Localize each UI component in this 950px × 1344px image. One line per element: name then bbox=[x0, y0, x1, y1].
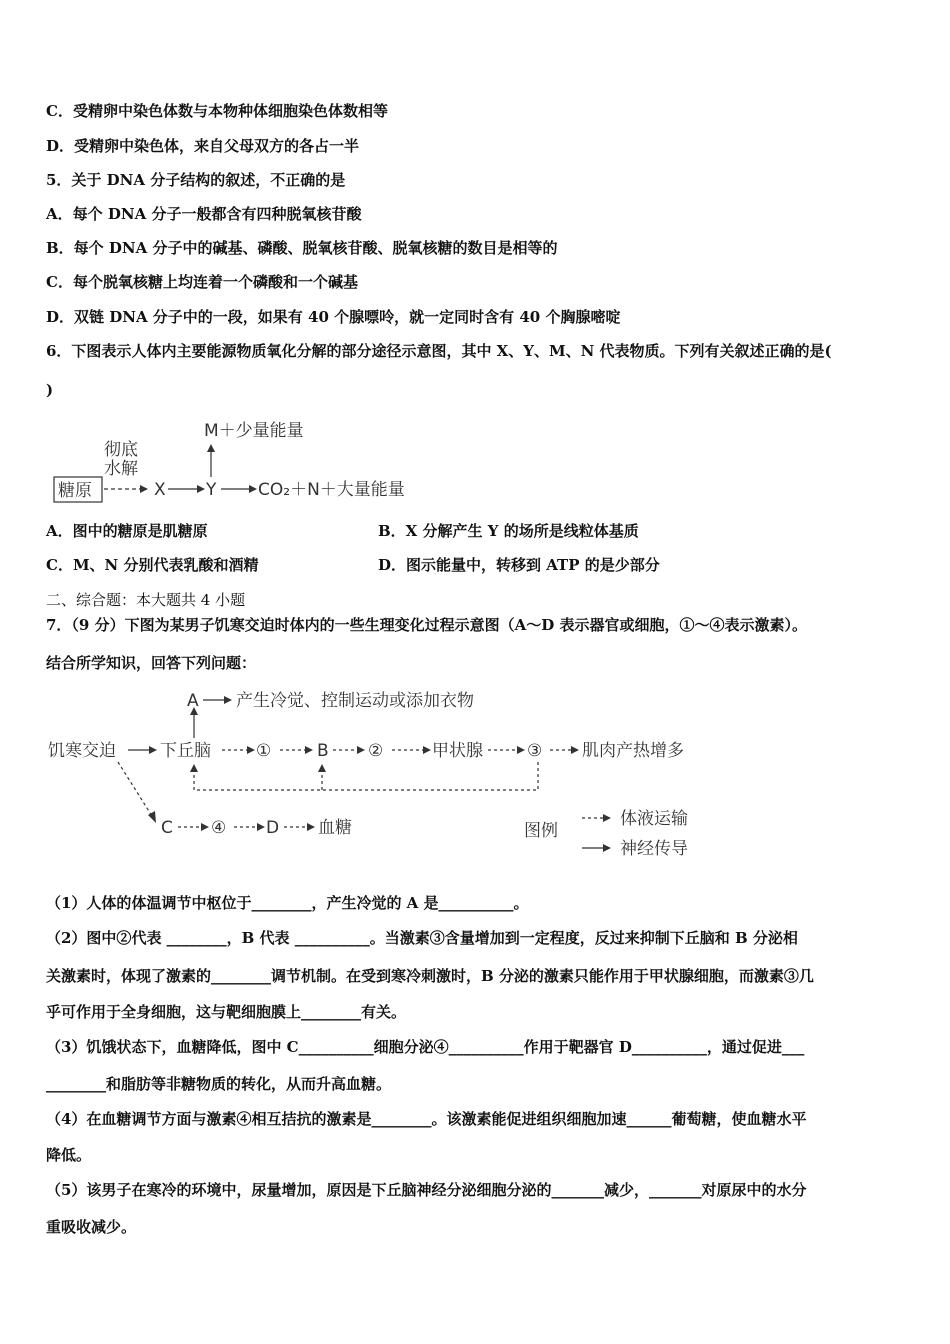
muscle-label: 肌肉产热增多 bbox=[582, 741, 684, 761]
q6-option-b: B．X 分解产生 Y 的场所是线粒体基质 bbox=[378, 522, 639, 540]
m-product-label: M＋少量能量 bbox=[204, 421, 304, 441]
legend-nerve: 神经传导 bbox=[620, 839, 688, 859]
subq-4-line-2: 降低。 bbox=[46, 1146, 92, 1164]
subq-1: （1）人体的体温调节中枢位于________，产生冷觉的 A 是__________。 bbox=[46, 894, 529, 912]
subq-5-line-2: 重吸收减少。 bbox=[46, 1218, 137, 1236]
q5-option-d: D．双链 DNA 分子中的一段，如果有 40 个腺嘌呤，就一定同时含有 40 个胸腺嘧啶 bbox=[46, 308, 621, 326]
subq-2-line-2: 关激素时，体现了激素的________调节机制。在受到寒冷刺激时，B 分泌的激素只能作用于甲状腺细胞，而激素③几 bbox=[46, 967, 814, 985]
hormone-4: ④ bbox=[211, 818, 227, 838]
subq-2-line-3: 乎可作用于全身细胞，这与靶细胞膜上________有关。 bbox=[46, 1003, 407, 1021]
section-heading: 二、综合题：本大题共 4 小题 bbox=[46, 591, 246, 609]
start-label: 饥寒交迫 bbox=[48, 741, 116, 761]
legend-fluid: 体液运输 bbox=[620, 809, 688, 829]
q6-option-c: C．M、N 分别代表乳酸和酒精 bbox=[46, 556, 259, 574]
q7-stem-2: 结合所学知识，回答下列问题： bbox=[46, 654, 257, 672]
hypothalamus-label: 下丘脑 bbox=[160, 741, 211, 761]
a-description: 产生冷觉、控制运动或添加衣物 bbox=[236, 691, 474, 711]
q6-option-a: A．图中的糖原是肌糖原 bbox=[46, 522, 208, 540]
q6-stem: 6．下图表示人体内主要能源物质氧化分解的部分途径示意图，其中 X、Y、M、N 代表物质。下列有关叙述正确的是( bbox=[46, 342, 832, 360]
hormone-3: ③ bbox=[527, 741, 543, 761]
y-label: Y bbox=[206, 480, 217, 500]
subq-5-line-1: （5）该男子在寒冷的环境中，尿量增加，原因是下丘脑神经分泌细胞分泌的_______减少，_______对原尿中的水分 bbox=[46, 1181, 807, 1199]
co2-product-label: CO₂＋N＋大量能量 bbox=[258, 480, 405, 500]
a-label: A bbox=[187, 691, 199, 711]
b-label: B bbox=[317, 741, 329, 761]
q5-stem: 5．关于 DNA 分子结构的叙述，不正确的是 bbox=[46, 171, 346, 189]
q5-option-a: A．每个 DNA 分子一般都含有四种脱氧核苷酸 bbox=[46, 205, 362, 223]
glycogen-label: 糖原 bbox=[58, 481, 92, 501]
hydrolysis-label-1: 彻底 bbox=[104, 440, 138, 460]
subq-2-line-1: （2）图中②代表 ________，B 代表 __________。当激素③含量增加到一定程度，反过来抑制下丘脑和 B 分泌相 bbox=[46, 929, 798, 947]
c-label: C bbox=[161, 818, 173, 838]
hormone-2: ② bbox=[368, 741, 384, 761]
x-label: X bbox=[154, 480, 166, 500]
hydrolysis-label-2: 水解 bbox=[104, 459, 138, 479]
subq-3-line-2: ________和脂肪等非糖物质的转化，从而升高血糖。 bbox=[46, 1075, 392, 1093]
q6-stem-end: ) bbox=[46, 381, 54, 399]
glucose-label: 血糖 bbox=[318, 818, 352, 838]
subq-3-line-1: （3）饥饿状态下，血糖降低，图中 C__________细胞分泌④__________作用于靶器官 D__________，通过促进___ bbox=[46, 1038, 805, 1056]
hormone-1: ① bbox=[256, 741, 272, 761]
legend-title: 图例 bbox=[524, 821, 558, 841]
q5-option-b: B．每个 DNA 分子中的碱基、磷酸、脱氧核苷酸、脱氧核糖的数目是相等的 bbox=[46, 239, 558, 257]
q4-option-d: D．受精卵中染色体，来自父母双方的各占一半 bbox=[46, 137, 360, 155]
d-label: D bbox=[266, 818, 280, 838]
subq-4-line-1: （4）在血糖调节方面与激素④相互拮抗的激素是________。该激素能促进组织细胞加速______葡萄糖，使血糖水平 bbox=[46, 1110, 807, 1128]
q6-option-d: D．图示能量中，转移到 ATP 的是少部分 bbox=[378, 556, 660, 574]
q5-option-c: C．每个脱氧核糖上均连着一个磷酸和一个碱基 bbox=[46, 273, 358, 291]
q4-option-c: C．受精卵中染色体数与本物种体细胞染色体数相等 bbox=[46, 102, 388, 120]
thyroid-label: 甲状腺 bbox=[432, 741, 483, 761]
q7-stem: 7．（9 分）下图为某男子饥寒交迫时体内的一些生理变化过程示意图（A～D 表示器官或细胞，①～④表示激素）。 bbox=[46, 616, 807, 634]
